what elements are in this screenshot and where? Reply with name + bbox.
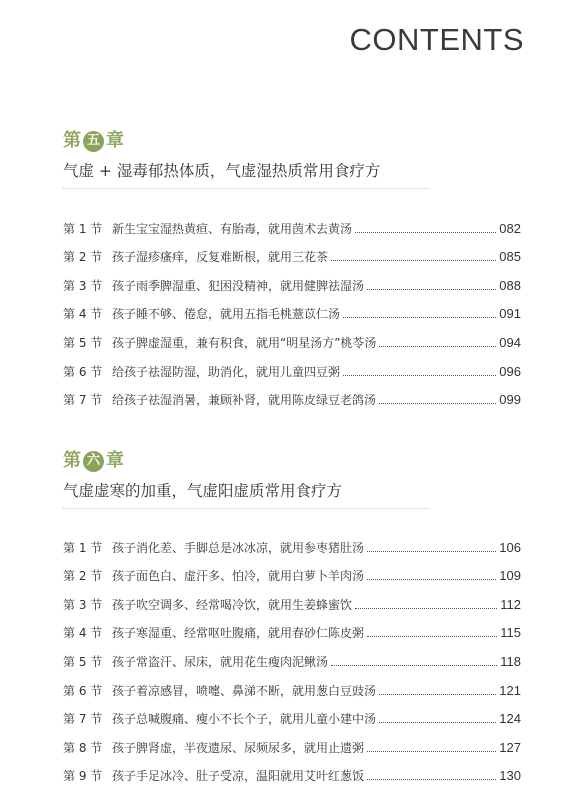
toc-page-number: 096 <box>499 363 521 379</box>
chapter-divider <box>63 188 429 189</box>
toc-page-number: 127 <box>499 739 521 755</box>
chapter-section <box>63 448 521 784</box>
chapter-divider <box>63 508 429 509</box>
toc-leader-dots <box>343 317 496 318</box>
toc-leader-dots <box>367 636 497 637</box>
toc-leader-dots <box>379 346 496 347</box>
toc-entry[interactable] <box>63 322 521 351</box>
toc-entry-title: 新生宝宝湿热黄疸、有胎毒，就用茵术去黄汤 <box>112 221 353 236</box>
toc-entry-title: 孩子手足冰冷、肚子受凉，温阳就用艾叶红葱饭 <box>112 769 365 784</box>
toc-page-number: 082 <box>499 220 521 236</box>
toc-leader-dots <box>355 232 496 233</box>
toc-section-number: 第 2 节 <box>63 250 103 265</box>
toc-page-number: 124 <box>499 711 521 727</box>
toc-entry[interactable] <box>63 351 521 380</box>
toc-section-number: 第 1 节 <box>63 221 103 236</box>
toc-section-number: 第 4 节 <box>63 626 103 641</box>
toc-entry[interactable] <box>63 756 521 785</box>
toc-leader-dots <box>367 779 496 780</box>
toc-entry[interactable] <box>63 584 521 613</box>
chapter-title: 气虚虚寒的加重，气虚阳虚质常用食疗方 <box>63 482 343 500</box>
toc-page-number: 085 <box>499 249 521 265</box>
chapter-label-suffix: 章 <box>106 130 124 151</box>
chapter-title: 气虚 + 湿毒郁热体质，气虚湿热质常用食疗方 <box>63 162 381 180</box>
chapter-label <box>63 128 521 154</box>
toc-entry[interactable] <box>63 641 521 670</box>
toc-entry-title: 孩子睡不够、倦怠，就用五指毛桃薏苡仁汤 <box>112 307 341 322</box>
toc-entry[interactable] <box>63 670 521 699</box>
toc-page-number: 130 <box>499 768 521 784</box>
toc-entry-title: 孩子脾虚湿重，兼有积食，就用“明星汤方”桃苓汤 <box>112 335 377 350</box>
toc-entry[interactable] <box>63 613 521 642</box>
toc-leader-dots <box>367 579 496 580</box>
toc-entry-title: 孩子湿疹瘙痒，反复难断根，就用三花茶 <box>112 250 329 265</box>
toc-section-number: 第 5 节 <box>63 654 103 669</box>
toc-leader-dots <box>367 551 496 552</box>
toc-entry-title: 孩子着凉感冒，喷嚏、鼻涕不断，就用葱白豆豉汤 <box>112 683 377 698</box>
chapter-section <box>63 128 521 408</box>
toc-entry-title: 孩子吹空调多、经常喝冷饮，就用生姜蜂蜜饮 <box>112 597 353 612</box>
toc-leader-dots <box>331 260 496 261</box>
toc-entry[interactable] <box>63 699 521 728</box>
toc-section-number: 第 5 节 <box>63 335 103 350</box>
toc-section-number: 第 3 节 <box>63 278 103 293</box>
toc-entry-title: 孩子寒湿重、经常呕吐腹痛，就用春砂仁陈皮粥 <box>112 626 365 641</box>
toc-entry[interactable] <box>63 237 521 266</box>
toc-section-number: 第 3 节 <box>63 597 103 612</box>
toc-page-number: 109 <box>499 568 521 584</box>
toc-leader-dots <box>379 403 496 404</box>
chapter-number-badge: 五 <box>83 131 104 152</box>
chapter-label-suffix: 章 <box>106 450 124 471</box>
toc-entry[interactable] <box>63 294 521 323</box>
toc-section-number: 第 9 节 <box>63 769 103 784</box>
toc-page-number: 106 <box>499 539 521 555</box>
toc-leader-dots <box>331 665 497 666</box>
chapter-label-prefix: 第 <box>63 130 81 151</box>
toc-page-number: 099 <box>499 392 521 408</box>
toc-section-number: 第 4 节 <box>63 307 103 322</box>
toc-list <box>63 208 521 408</box>
toc-section-number: 第 7 节 <box>63 712 103 727</box>
toc-leader-dots <box>343 375 496 376</box>
toc-entry[interactable] <box>63 727 521 756</box>
toc-entry-title: 孩子雨季脾湿重、犯困没精神，就用健脾祛湿汤 <box>112 278 365 293</box>
toc-section-number: 第 1 节 <box>63 540 103 555</box>
toc-entry[interactable] <box>63 527 521 556</box>
toc-entry[interactable] <box>63 556 521 585</box>
toc-entry-title: 孩子消化差、手脚总是冰冰凉，就用参枣猪肚汤 <box>112 540 365 555</box>
toc-page-number: 091 <box>499 306 521 322</box>
chapter-number-badge: 六 <box>83 451 104 472</box>
toc-leader-dots <box>367 289 496 290</box>
toc-list <box>63 527 521 784</box>
toc-entry-title: 给孩子祛湿消暑，兼顾补肾，就用陈皮绿豆老鸽汤 <box>112 393 377 408</box>
toc-page-number: 088 <box>499 277 521 293</box>
toc-entry[interactable] <box>63 208 521 237</box>
toc-section-number: 第 8 节 <box>63 740 103 755</box>
chapter-label-prefix: 第 <box>63 450 81 471</box>
toc-leader-dots <box>355 608 497 609</box>
toc-section-number: 第 6 节 <box>63 683 103 698</box>
toc-page-number: 094 <box>499 334 521 350</box>
toc-leader-dots <box>379 722 496 723</box>
toc-leader-dots <box>367 751 496 752</box>
toc-leader-dots <box>379 694 496 695</box>
toc-entry[interactable] <box>63 265 521 294</box>
toc-entry-title: 孩子面色白、虚汗多、怕冷，就用白萝卜羊肉汤 <box>112 569 365 584</box>
toc-section-number: 第 6 节 <box>63 364 103 379</box>
toc-entry-title: 孩子总喊腹痛、瘦小不长个子，就用儿童小建中汤 <box>112 712 377 727</box>
toc-entry-title: 给孩子祛湿防湿，助消化，就用儿童四豆粥 <box>112 364 341 379</box>
toc-page-number: 118 <box>500 653 521 669</box>
toc-page-number: 115 <box>500 625 521 641</box>
toc-entry-title: 孩子脾肾虚，半夜遗尿、尿频尿多，就用止遗粥 <box>112 740 365 755</box>
toc-page-number: 121 <box>499 682 521 698</box>
toc-entry[interactable] <box>63 380 521 409</box>
page-heading: CONTENTS <box>349 22 524 57</box>
toc-entry-title: 孩子常盗汗、尿床，就用花生瘦肉泥鳅汤 <box>112 654 329 669</box>
chapter-label <box>63 448 521 474</box>
toc-section-number: 第 2 节 <box>63 569 103 584</box>
toc-page-number: 112 <box>500 596 521 612</box>
toc-section-number: 第 7 节 <box>63 393 103 408</box>
